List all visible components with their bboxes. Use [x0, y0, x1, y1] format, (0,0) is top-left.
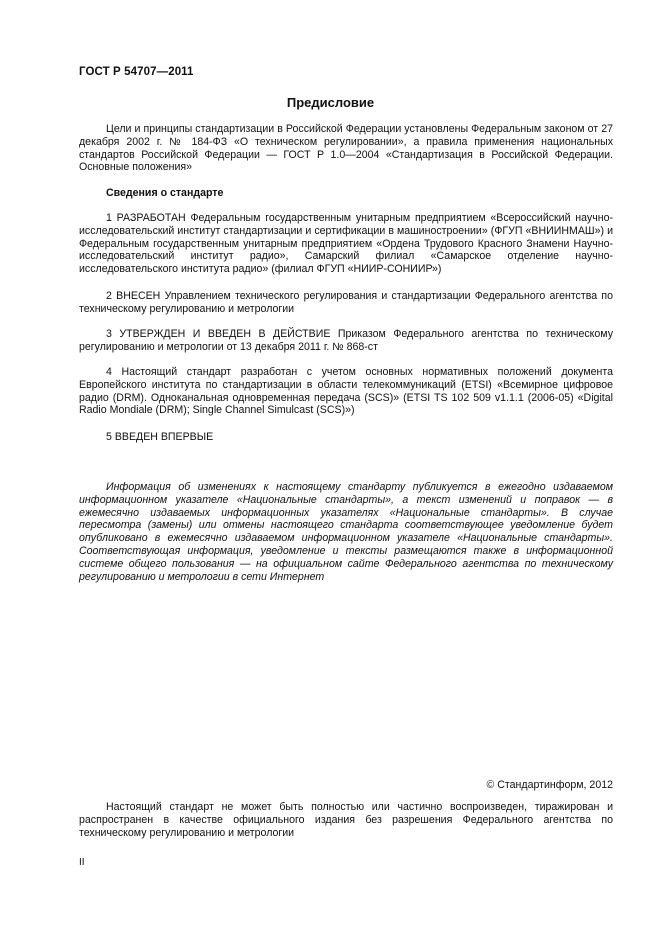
standard-info-item-5: 5 ВВЕДЕН ВПЕРВЫЕ [106, 431, 214, 443]
standard-info-item-3: 3 УТВЕРЖДЕН И ВВЕДЕН В ДЕЙСТВИЕ Приказом Федерального агентства по техническому регулированию и метрологии от 13 декабря 2011 г. № 868-ст [79, 328, 613, 353]
reproduction-notice: Настоящий стандарт не может быть полностью или частично воспроизведен, тиражирован и распространен в качестве официального издания без разрешения Федерального агентства по техническому регулированию и метрологии [79, 801, 613, 839]
page-title: Предисловие [286, 95, 375, 110]
document-code: ГОСТ Р 54707—2011 [79, 66, 194, 78]
section-heading: Сведения о стандарте [106, 187, 224, 199]
notice-paragraph: Информация об изменениях к настоящему стандарту публикуется в ежегодно издаваемом информационном указателе «Национальные стандарты», а текст изменений и поправок — в ежемесячно издаваемых информационных указателях «Национальные стандарты». В случае пересмотра (замены) или отмены настоящего стандарта соответствующее уведомление будет опубликовано в ежемесячно издаваемом информационном указателе «Национальные стандарты». Соответствующая информация, уведомление и тексты размещаются также в информационной системе общего пользования — на официальном сайте Федерального агентства по техническому регулированию и метрологии в сети Интернет [79, 481, 613, 583]
standard-info-item-2: 2 ВНЕСЕН Управлением технического регулирования и стандартизации Федерального агентства по техническому регулированию и метрологии [79, 290, 613, 315]
standard-info-item-4: 4 Настоящий стандарт разработан с учетом основных нормативных положений документа Европейского института по стандартизации в области телекоммуникаций (ETSI) «Всемирное цифровое радио (DRM). Одноканальная одновременная передача (SCS)» (ETSI TS 102 509 v1.1.1 (2006-05) «Digital Radio Mondiale (DRM); Single Channel Simulcast (SCS)») [79, 366, 613, 417]
intro-paragraph: Цели и принципы стандартизации в Российской Федерации установлены Федеральным законом от 27 декабря 2002 г. № 184-ФЗ «О техническом регулировании», а правила применения национальных стандартов Российской Федерации — ГОСТ Р 1.0—2004 «Стандартизация в Российской Федерации. Основные положения» [79, 123, 613, 174]
copyright-line: © Стандартинформ, 2012 [486, 779, 613, 791]
page-number: II [79, 857, 85, 868]
standard-info-item-1: 1 РАЗРАБОТАН Федеральным государственным унитарным предприятием «Всероссийский научно-исследовательский институт стандартизации и сертификации в машиностроении» (ФГУП «ВНИИНМАШ») и Федеральным государственным унитарным предприятием «Ордена Трудового Красного Знамени Научно-исследовательский институт радио», Самарский филиал «Самарское отделение научно-исследовательского института радио» (филиал ФГУП «НИИР-СОНИИР») [79, 212, 613, 276]
